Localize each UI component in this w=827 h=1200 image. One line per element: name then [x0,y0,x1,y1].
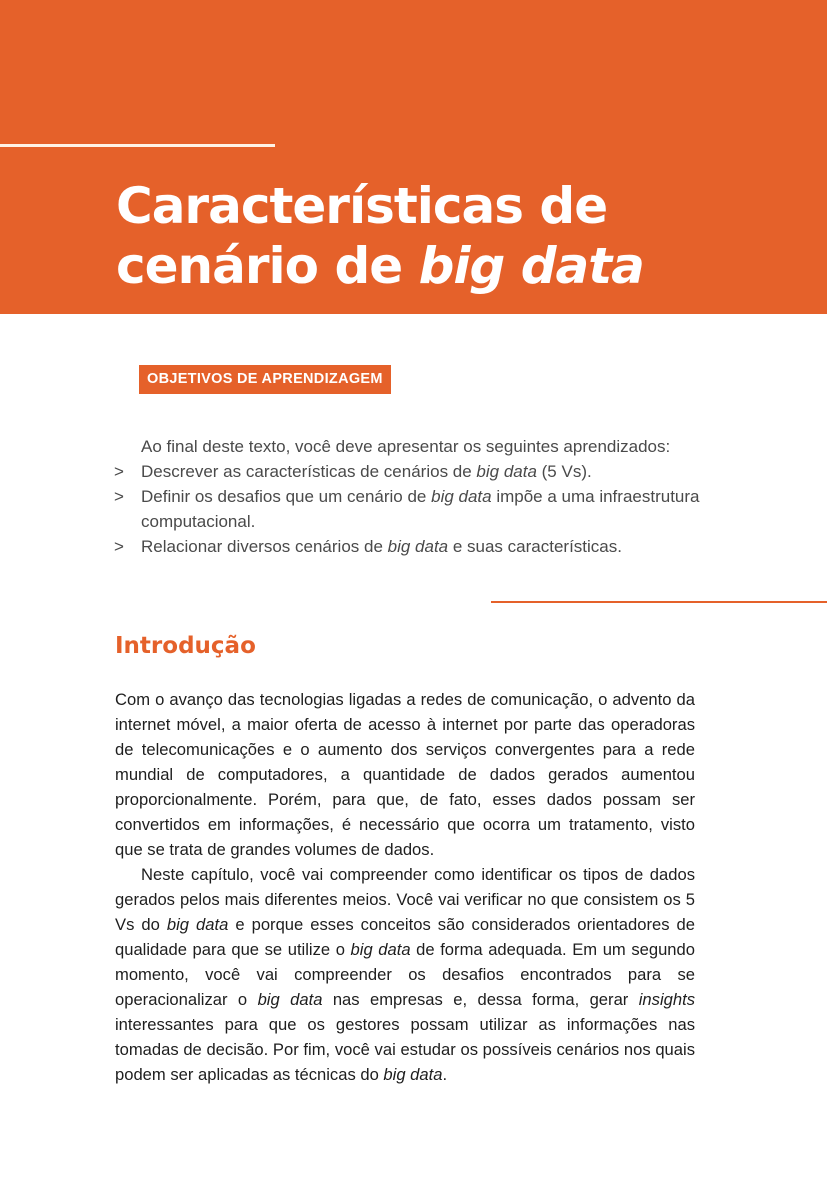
objectives-intro: Ao final deste texto, você deve apresentar os seguintes aprendizados: [141,437,671,456]
objective-item: > Definir os desafios que um cenário de big data impõe a uma infraestrutura computacional. [141,484,721,534]
chevron-right-icon: > [114,537,124,556]
learning-objectives [114,434,721,559]
objective-item: > Descrever as características de cenários de big data (5 Vs). [141,459,721,484]
paragraph: Neste capítulo, você vai compreender como identificar os tipos de dados gerados pelos mais diferentes meios. Você vai verificar no que consistem os 5 Vs do big data e porque esses conceitos são considerados orientadores de qualidade para que se utilize o big data de forma adequada. Em um segundo momento, você vai compreender os desafios encontrados para se operacionalizar o big data nas empresas e, dessa forma, gerar insights interessantes para que os gestores possam utilizar as informações nas tomadas de decisão. Por fim, você vai estudar os possíveis cenários nos quais podem ser aplicadas as técnicas do big data. [115,865,695,1084]
section-body [115,687,695,1087]
chevron-right-icon: > [114,462,124,481]
paragraph: Com o avanço das tecnologias ligadas a redes de comunicação, o advento da internet móvel, a maior oferta de acesso à internet por parte das operadoras de telecomunicações e o aumento dos serviços convergentes para a rede mundial de computadores, a quantidade de dados gerados aumentou proporcionalmente. Porém, para que, de fato, esses dados possam ser convertidos em informações, é necessário que ocorra um tratamento, visto que se trata de grandes volumes de dados. [115,690,695,859]
section-title: Introdução [115,633,256,659]
title-line-1: Características de [116,177,608,235]
section-divider [491,601,827,603]
title-line-2: cenário de [116,237,419,295]
header-rule [0,144,275,147]
learning-objectives-badge: OBJETIVOS DE APRENDIZAGEM [139,365,391,394]
chevron-right-icon: > [114,487,124,506]
title-italic: big data [418,237,644,295]
chapter-title [116,176,644,296]
chapter-header [0,0,827,314]
objectives-list [114,459,721,559]
objective-item: > Relacionar diversos cenários de big data e suas características. [141,534,721,559]
